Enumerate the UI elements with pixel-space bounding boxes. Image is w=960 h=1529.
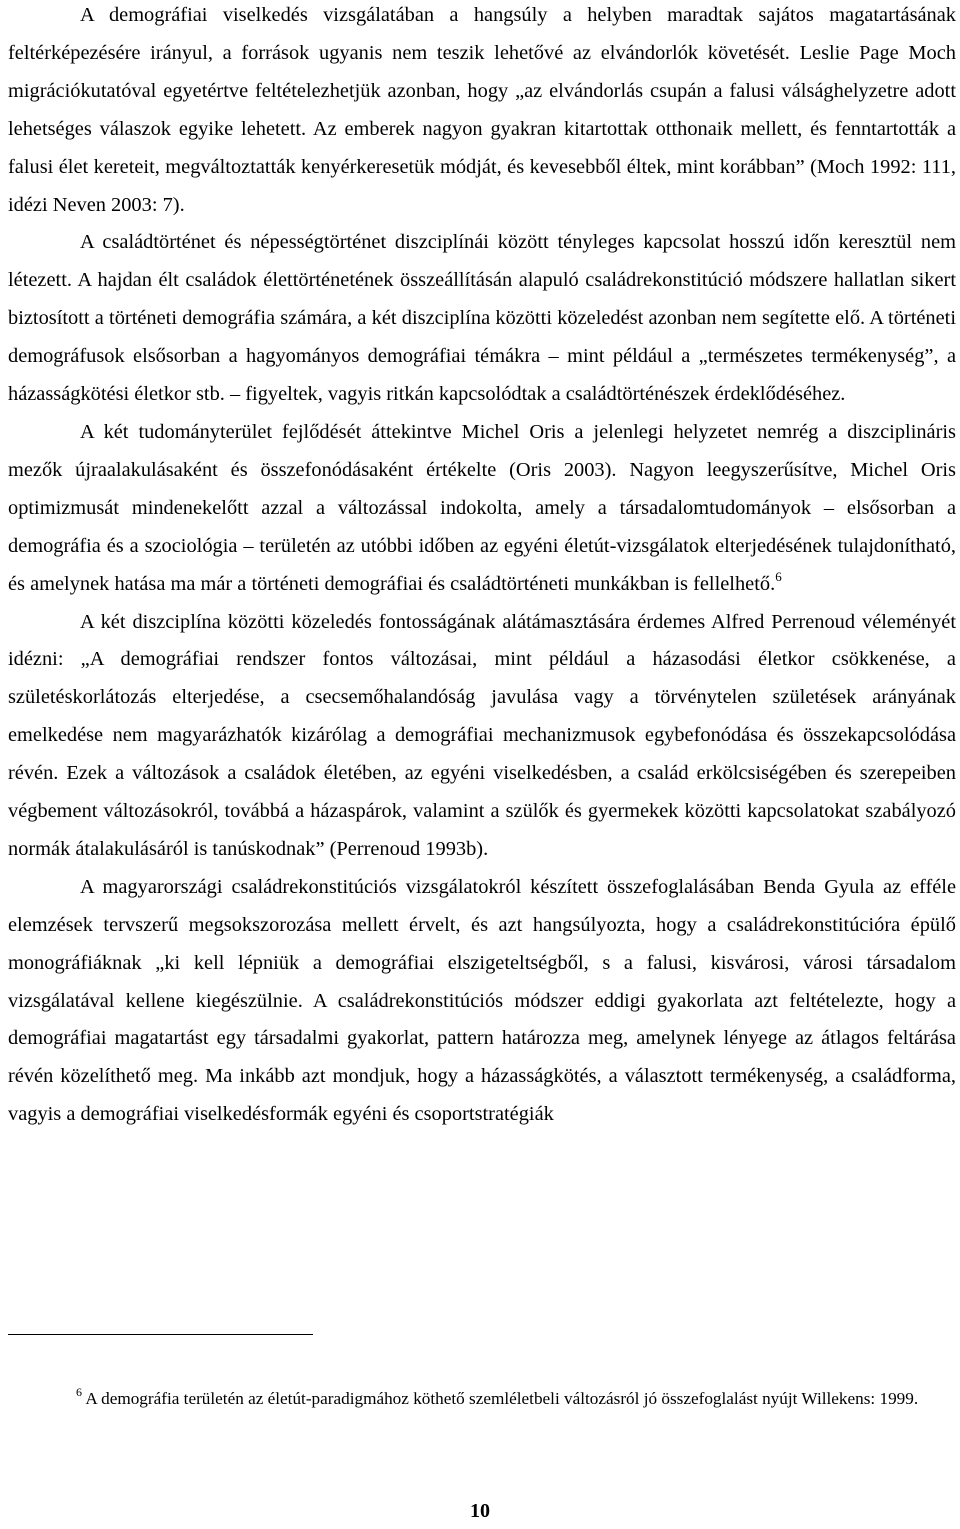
paragraph-4-text: A két diszciplína közötti közeledés fontosságának alátámasztására érdemes Alfred Perrenoud véleményét idézni: „A demográfiai rendszer fontos változásai, mint például a házasodási életkor csökkenése, a születéskorlátozás elterjedése, a csecsemőhalandóság javulása vagy a törvénytelen születések arányának emelkedése nem magyarázhatók kizárólag a demográfiai mechanizmusok egybefonódása és összekapcsolódása révén. Ezek a változások a családok életében, az egyéni viselkedésben, a család erkölcsiségében és szerepeiben végbement változásokról, továbbá a házaspárok, valamint a szülők és gyermekek közötti kapcsolatokat szabályozó normák átalakulásáról is tanúskodnak” (Perrenoud 1993b). [8, 610, 956, 860]
footnote-number: 6 [76, 1385, 82, 1399]
footnote-reference[interactable]: 6 [775, 568, 782, 584]
paragraph-5 [8, 869, 956, 1134]
paragraph-4 [8, 604, 956, 869]
footnote [8, 1384, 956, 1414]
paragraph-2-text: A családtörténet és népességtörténet diszciplínái között tényleges kapcsolat hosszú időn keresztül nem létezett. A hajdan élt családok élettörténetének összeállításán alapuló családrekonstitúció módszere hallatlan sikert biztosított a történeti demográfia számára, a két diszciplína közötti közeledést azonban nem segítette elő. A történeti demográfusok elsősorban a hagyományos demográfiai témákra – mint például a „természetes termékenység”, a házasságkötési életkor stb. – figyeltek, vagyis ritkán kapcsolódtak a családtörténészek érdeklődéséhez. [8, 231, 956, 406]
footnote-text: A demográfia területén az életút-paradigmához köthető szemléletbeli változásról jó összefoglalást nyújt Willekens: 1999. [85, 1389, 919, 1408]
paragraph-5-text: A magyarországi családrekonstitúciós vizsgálatokról készített összefoglalásában Benda Gyula az efféle elemzések tervszerű megsokszorozása mellett érvelt, és azt hangsúlyozta, hogy a családrekonstitúcióra épülő monográfiáknak „ki kell lépniük a demográfiai elszigeteltségből, s a falusi, kisvárosi, városi társadalom vizsgálatával kellene kiegészülnie. A családrekonstitúciós módszer eddigi gyakorlata azt feltételezte, hogy a demográfiai magatartást egy társadalmi gyakorlat, pattern határozza meg, amelynek lényege az átlagos feltárása révén közelíthető meg. Ma inkább azt mondjuk, hogy a házasságkötés, a választott termékenység, a családforma, vagyis a demográfiai viselkedésformák egyéni és csoportstratégiák [8, 875, 956, 1126]
paragraph-3-text: A két tudományterület fejlődését áttekintve Michel Oris a jelenlegi helyzetet nemrég a diszciplináris mezők újraalakulásaként és összefonódásaként értékelte (Oris 2003). Nagyon leegyszerűsítve, Michel Oris optimizmusát mindenekelőtt azzal a változással indokolta, amely a társadalomtudományok – elsősorban a demográfia és a szociológia – területén az utóbbi időben az egyéni életút-vizsgálatok elterjedésének tulajdonítható, és amelynek hatása ma már a történeti demográfiai és családtörténeti munkákban is fellelhető. [8, 420, 956, 595]
paragraph-2 [8, 224, 956, 414]
paragraph-1-text: A demográfiai viselkedés vizsgálatában a hangsúly a helyben maradtak sajátos magatartásának feltérképezésére irányul, a források ugyanis nem teszik lehetővé az elvándorlók követését. Leslie Page Moch migrációkutatóval egyetértve feltételezhetjük azonban, hogy „az elvándorlás csupán a falusi válsághelyzetre adott lehetséges válaszok egyike lehetett. Az emberek nagyon gyakran kitartottak otthonaik mellett, és fenntartották a falusi élet kereteit, megváltoztatták kenyérkeresetük módját, és kevesebből éltek, mint korábban” (Moch 1992: 111, idézi Neven 2003: 7). [8, 4, 956, 216]
page-number: 10 [470, 1500, 490, 1522]
page-body [8, 0, 956, 1134]
paragraph-1 [8, 0, 956, 224]
footnote-separator [8, 1334, 313, 1335]
paragraph-3 [8, 414, 956, 604]
